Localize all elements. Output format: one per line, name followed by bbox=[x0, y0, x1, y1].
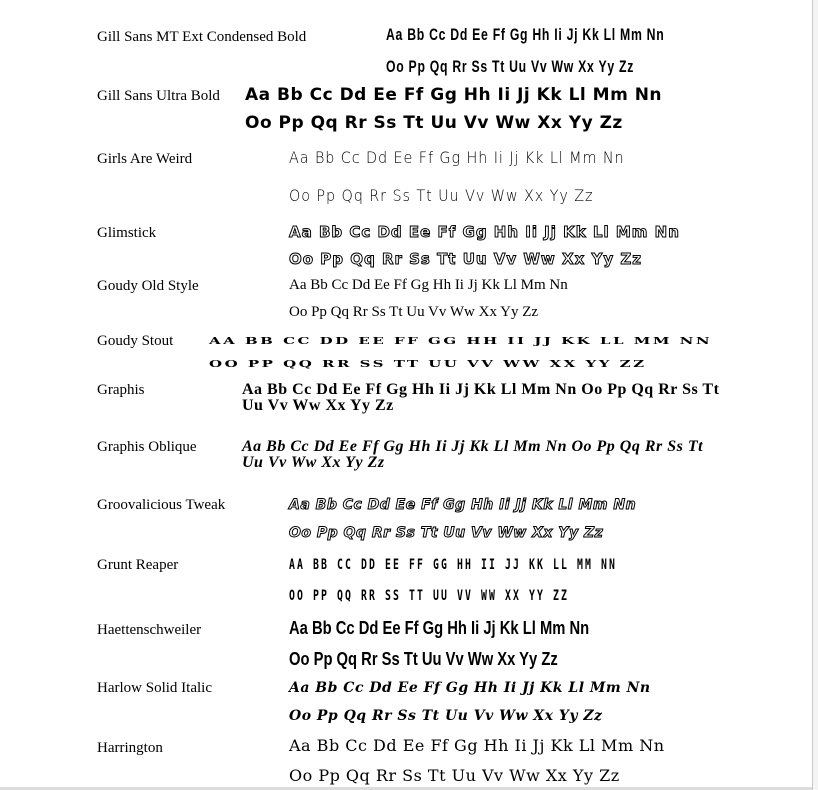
font-sample-line-1: AA BB CC DD EE FF GG HH II JJ KK LL MM NN bbox=[289, 557, 618, 573]
font-sample-line-1: Aa Bb Cc Dd Ee Ff Gg Hh Ii Jj Kk Ll Mm Nn bbox=[289, 736, 665, 755]
font-name-groovalicious-tweak: Groovalicious Tweak bbox=[97, 497, 226, 513]
font-name-haettenschweiler: Haettenschweiler bbox=[97, 622, 202, 638]
font-sample-line-1: Aa Bb Cc Dd Ee Ff Gg Hh Ii Jj Kk Ll Mm Nn bbox=[289, 497, 637, 513]
font-sample-line-2: Oo Pp Qq Rr Ss Tt Uu Vv Ww Xx Yy Zz bbox=[245, 113, 623, 133]
font-name-grunt-reaper: Grunt Reaper bbox=[97, 557, 179, 573]
font-sample-line-1: Aa Bb Cc Dd Ee Ff Gg Hh Ii Jj Kk Ll Mm Nn bbox=[289, 618, 590, 638]
font-sample-line-2: OO PP QQ RR SS TT UU VV WW XX YY ZZ bbox=[209, 358, 647, 370]
page-right-edge bbox=[812, 0, 818, 790]
font-sample-alphabet: Aa Bb Cc Dd Ee Ff Gg Hh Ii Jj Kk Ll Mm Nn Oo Pp Qq Rr Ss Tt Uu Vv Ww Xx Yy Zz bbox=[242, 438, 704, 471]
font-name-goudy-stout: Goudy Stout bbox=[97, 333, 174, 349]
font-sample-line-2: Oo Pp Qq Rr Ss Tt Uu Vv Ww Xx Yy Zz bbox=[289, 766, 620, 785]
font-sample-line-1: Aa Bb Cc Dd Ee Ff Gg Hh Ii Jj Kk Ll Mm Nn bbox=[289, 277, 568, 293]
font-name-harlow-solid-italic: Harlow Solid Italic bbox=[97, 680, 212, 696]
font-sample-line-1: Aa Bb Cc Dd Ee Ff Gg Hh Ii Jj Kk Ll Mm Nn bbox=[245, 85, 663, 105]
font-sample-alphabet: Aa Bb Cc Dd Ee Ff Gg Hh Ii Jj Kk Ll Mm Nn Oo Pp Qq Rr Ss Tt Uu Vv Ww Xx Yy Zz bbox=[242, 381, 720, 414]
font-name-gill-sans-ultra-bold: Gill Sans Ultra Bold bbox=[97, 88, 220, 104]
font-sample-line-2: Oo Pp Qq Rr Ss Tt Uu Vv Ww Xx Yy Zz bbox=[289, 708, 603, 724]
font-name-gill-sans-ext-condensed: Gill Sans MT Ext Condensed Bold bbox=[97, 29, 307, 45]
font-sample-line-1: AA BB CC DD EE FF GG HH II JJ KK LL MM NN bbox=[209, 335, 713, 347]
font-sample-line-1: Aa Bb Cc Dd Ee Ff Gg Hh Ii Jj Kk Ll Mm Nn bbox=[289, 680, 651, 696]
font-sample-line-2: Oo Pp Qq Rr Ss Tt Uu Vv Ww Xx Yy Zz bbox=[289, 186, 594, 205]
font-name-girls-are-weird: Girls Are Weird bbox=[97, 151, 193, 167]
font-sample-line-1: Aa Bb Cc Dd Ee Ff Gg Hh Ii Jj Kk Ll Mm Nn bbox=[289, 223, 680, 241]
font-name-graphis-oblique: Graphis Oblique bbox=[97, 439, 197, 455]
font-sample-line-1: Aa Bb Cc Dd Ee Ff Gg Hh Ii Jj Kk Ll Mm Nn bbox=[289, 148, 625, 167]
font-name-harrington: Harrington bbox=[97, 740, 163, 756]
font-sample-line-2: Oo Pp Qq Rr Ss Tt Uu Vv Ww Xx Yy Zz bbox=[289, 525, 604, 541]
font-sample-line-2: Oo Pp Qq Rr Ss Tt Uu Vv Ww Xx Yy Zz bbox=[289, 250, 642, 268]
font-name-glimstick: Glimstick bbox=[97, 225, 157, 241]
font-sample-line-2: Oo Pp Qq Rr Ss Tt Uu Vv Ww Xx Yy Zz bbox=[289, 649, 558, 669]
font-sample-line-2: Oo Pp Qq Rr Ss Tt Uu Vv Ww Xx Yy Zz bbox=[289, 304, 539, 320]
font-name-graphis: Graphis bbox=[97, 382, 145, 398]
font-sample-line-2: Oo Pp Qq Rr Ss Tt Uu Vv Ww Xx Yy Zz bbox=[386, 57, 635, 76]
font-name-goudy-old-style: Goudy Old Style bbox=[97, 278, 199, 294]
font-sample-line-2: OO PP QQ RR SS TT UU VV WW XX YY ZZ bbox=[289, 588, 570, 604]
font-sample-line-1: Aa Bb Cc Dd Ee Ff Gg Hh Ii Jj Kk Ll Mm Nn bbox=[386, 25, 665, 44]
